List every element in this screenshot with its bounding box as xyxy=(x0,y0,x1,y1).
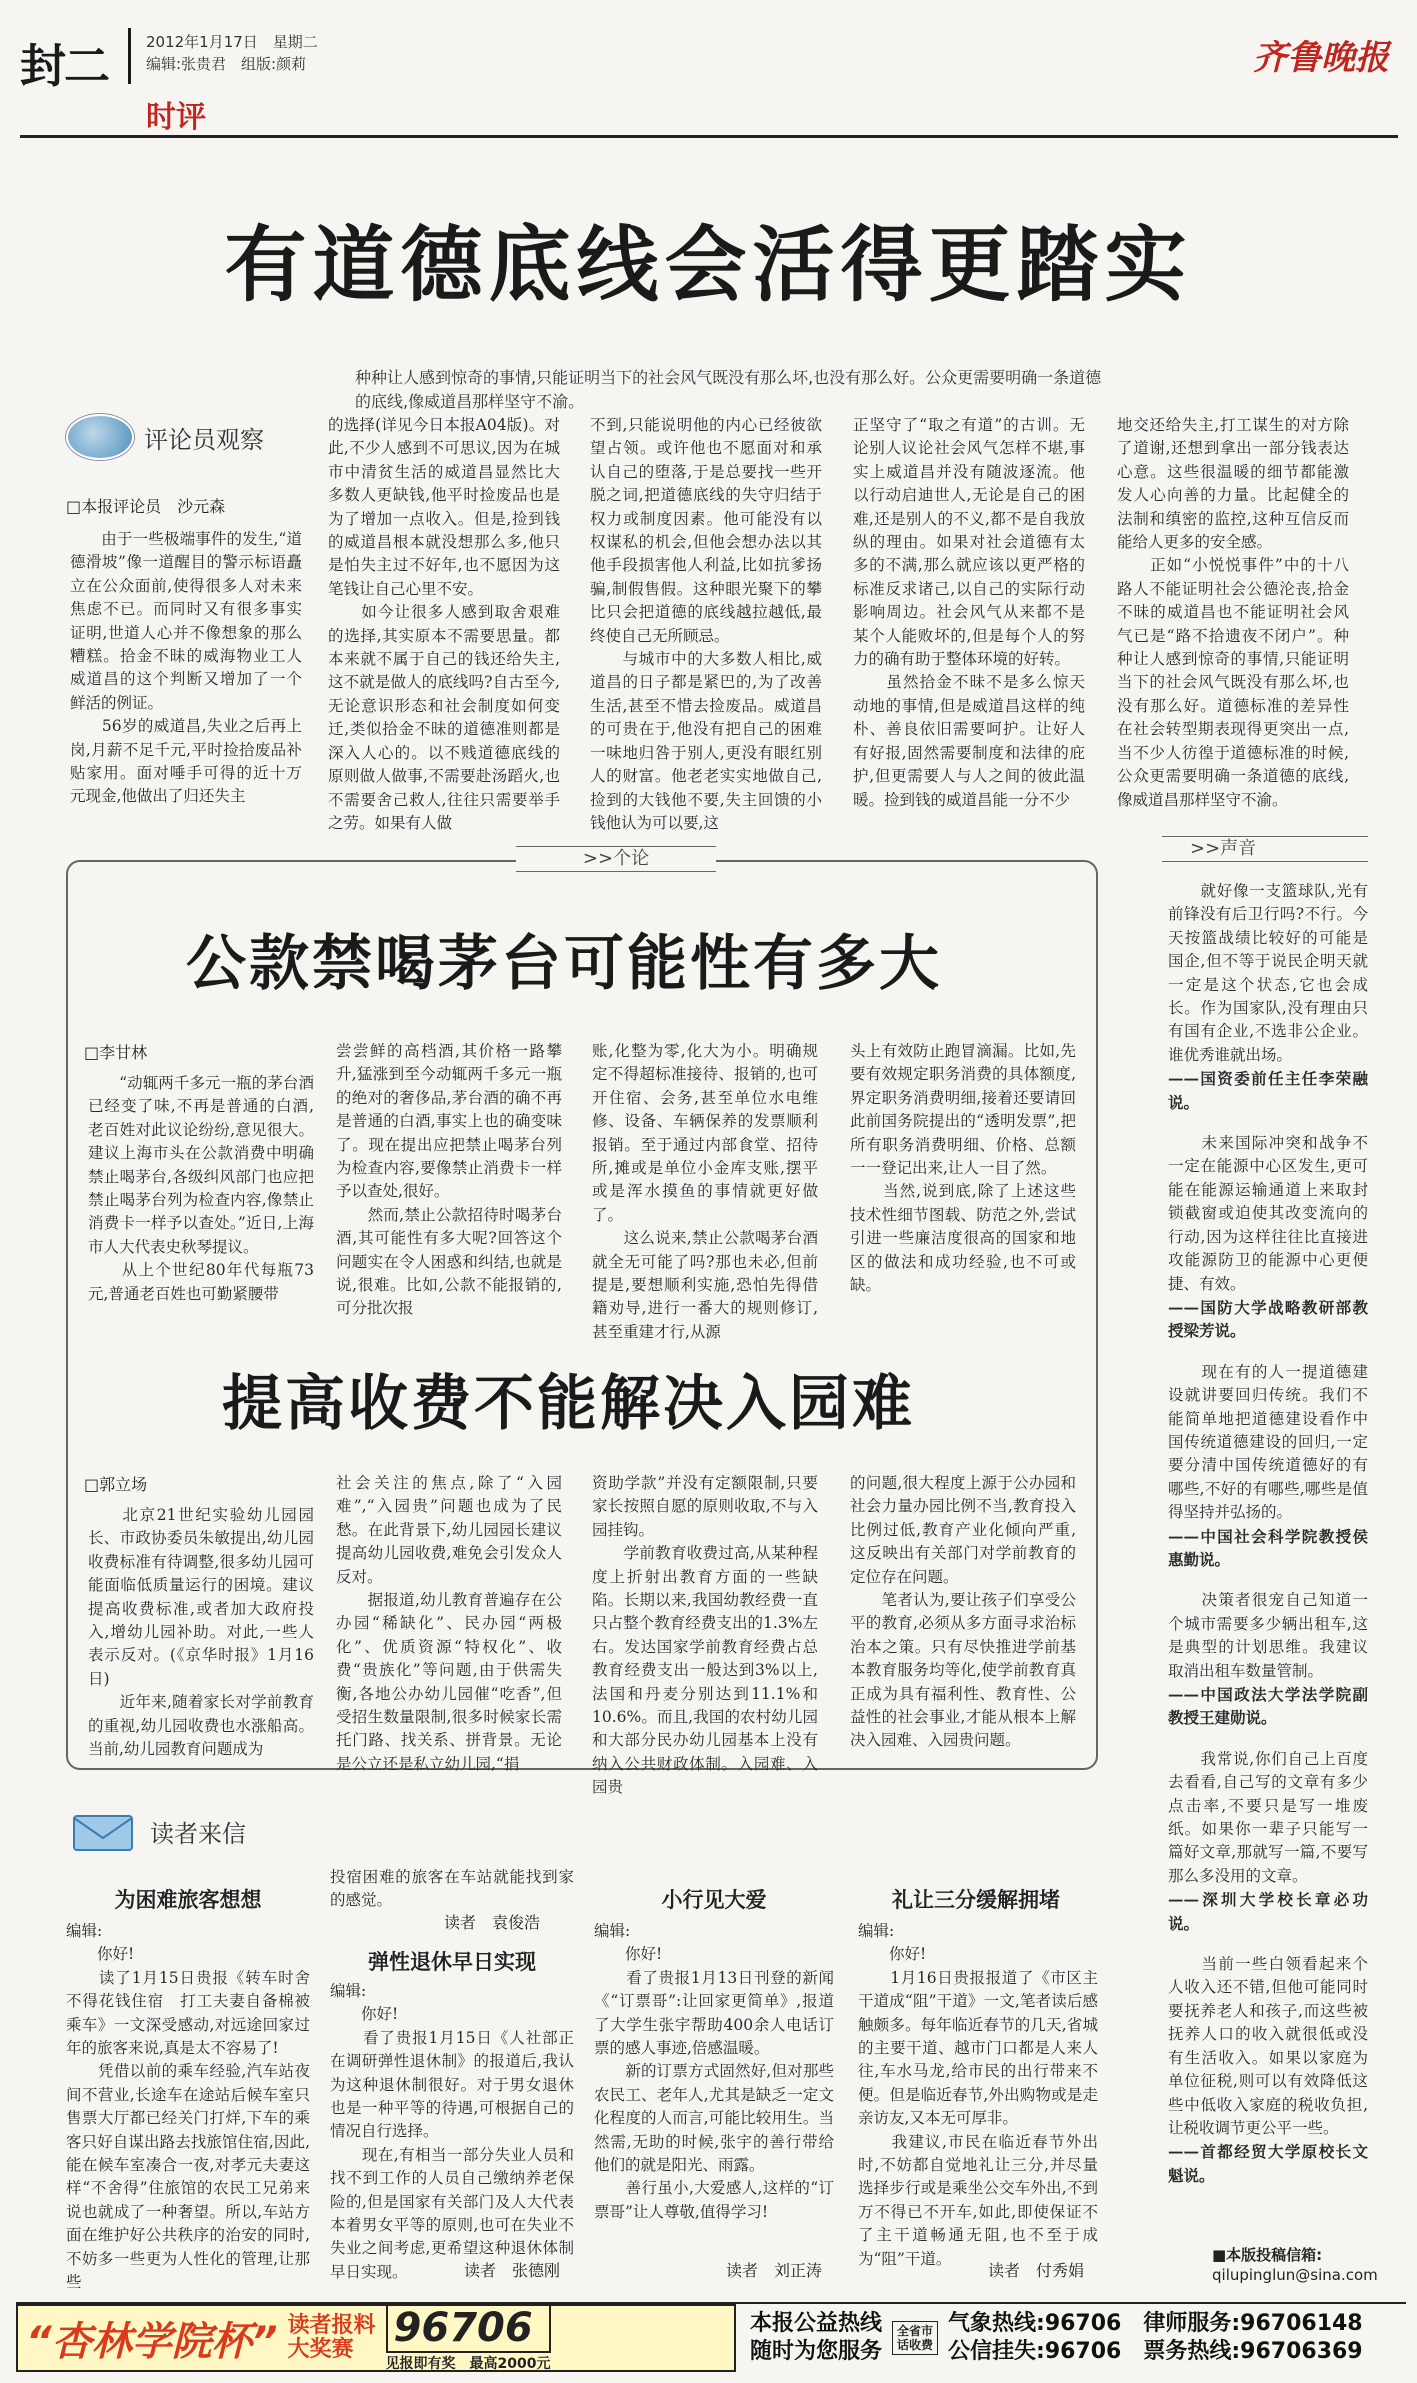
voice-source-2: ——国防大学战略教研部教授梁芳说。 xyxy=(1168,1297,1368,1341)
letter4-title: 礼让三分缓解拥堵 xyxy=(892,1888,1060,1912)
letter3-signature: 读者 刘正涛 xyxy=(726,2261,823,2280)
article1-byline: □李甘林 xyxy=(84,1043,148,1062)
hotline-2: 随时为您服务 xyxy=(750,2339,883,2364)
ad-brand: “杏林学院杯” xyxy=(26,2318,278,2365)
column-name: 评论员观察 xyxy=(144,425,264,454)
main-lead: 种种让人感到惊奇的事情,只能证明当下的社会风气既没有那么坏,也没有那么好。公众更需要明确一条道德的底线,像威道昌那样坚守不渝。 xyxy=(355,368,1102,411)
letter3-title: 小行见大爱 xyxy=(661,1888,767,1912)
voices-tag: >>声音 xyxy=(1162,836,1368,862)
voice-source-1: ——国资委前任主任李荣融说。 xyxy=(1168,1069,1368,1112)
voices-list xyxy=(1168,880,1368,2280)
article2-col-2: 社会关注的焦点,除了“入园难”,“入园贵”问题也成为了民愁。在此背景下,幼儿园园长建议提高幼儿园收费,难免会引发众人反对。 据报道,幼儿教育普遍存在公办园“稀缺化”、民办园“两极化”、优质资源“特权化”、收费“贵族化”等问题,由于供需失衡,各地公办幼儿园催“吃香”,但受招生数量限制,很多时候家长需托门路、找关系、拼背景。无论是公立还是私立幼儿园,“捐 xyxy=(336,1474,562,1773)
fee-box: 全省市话收费 xyxy=(892,2321,938,2355)
hotline-numbers-1: 气象热线:96706 律师服务:96706148 xyxy=(948,2311,1363,2336)
letter2-title: 弹性退休早日实现 xyxy=(368,1950,536,1974)
voice-quote-5: 我常说,你们自己上百度去看看,自己写的文章有多少点击率,不要只是写一堆废纸。如果你一辈子只能写一篇好文章,那就写一篇,不要写那么多没用的文章。 xyxy=(1168,1749,1368,1885)
voice-source-3: ——中国社会科学院教授侯惠勤说。 xyxy=(1168,1526,1368,1569)
column-header xyxy=(66,414,264,460)
article1-col-4: 头上有效防止跑冒滴漏。比如,先要有效规定职务消费的具体额度,界定职务消费明细,接着还要请回此前国务院提出的“透明发票”,把所有职务消费明细、价格、总额一一登记出来,让人一目了然。 当然,说到底,除了上述这些技术性细节图载、防范之外,尝试引进一些廉洁度很高的国家和地区的做法和成功经验,也不可或缺。 xyxy=(850,1042,1076,1295)
main-byline: □本报评论员 沙元森 xyxy=(66,497,226,516)
paper-logo: 齐鲁晚报 xyxy=(1253,38,1389,78)
main-col-1: 由于一些极端事件的发生,“道德滑坡”像一道醒目的警示标语矗立在公众面前,使得很多人对未来焦虑不已。而同时又有很多事实证明,世道人心并不像想象的那么糟糕。拾金不昧的威海物业工人威道昌的这个判断又增加了一个鲜活的例证。 56岁的威道昌,失业之后再上岗,月薪不足千元,平时捡拾废品补贴家用。面对唾手可得的近十万元现金,他做出了归还失主 xyxy=(70,530,302,806)
hotline-numbers xyxy=(948,2310,1363,2366)
article2-title: 提高收费不能解决入园难 xyxy=(222,1369,915,1439)
ad-label-2: 大奖赛 xyxy=(287,2337,354,2362)
main-col-4: 正坚守了“取之有道”的古训。无论别人议论社会风气怎样不堪,事实上威道昌并没有随波逐流。他以行动启迪世人,无论是自己的困难,还是别人的不义,都不是自我放纵的理由。如果对社会道德有太多的不满,那么就应该以更严格的标准反求诸己,以自己的实际行动影响周边。社会风气从来都不是某个人能败坏的,但是每个人的努力的确有助于整体环境的好转。 虽然拾金不昧不是多么惊天动地的事情,但是威道昌这样的纯朴、善良依旧需要呵护。让好人有好报,固然需要制度和法律的庇护,但更需要人与人之间的彼此温暖。捡到钱的威道昌能一分不少 xyxy=(853,416,1085,809)
ad-number-group xyxy=(386,2303,551,2373)
hotline-labels xyxy=(750,2310,882,2366)
letter1-body: 编辑: 你好! 读了1月15日贵报《转车时舍不得花钱住宿 打工夫妻自备棉被乘车》一文深受感动,对远途回家过年的旅客来说,真是太不容易了! 凭借以前的乘车经验,汽车站夜间不营业,长途车在途站后候车室只售票大厅都已经关门打烊,下车的乘客只好自谋出路去找旅馆住宿,因此,能在候车室凑合一夜,对孝元夫妻这样“不舍得”住旅馆的农民工兄弟来说也就成了一种奢望。所以,车站方面在维护好公共秩序的治安的同时,不妨多一些更为人性化的管理,让那些 xyxy=(66,1922,310,2292)
voice-source-6: ——首都经贸大学原校长文魁说。 xyxy=(1168,2142,1368,2185)
voice-quote-2: 未来国际冲突和战争不一定在能源中心区发生,更可能在能源运输通道上来取封锁截窗或迫使其改变流向的行动,因为这样往往比直接进攻能源防卫的能源中心更便捷、有效。 xyxy=(1168,1134,1368,1293)
letters-title: 读者来信 xyxy=(150,1819,246,1848)
letters-header xyxy=(70,1808,246,1854)
header-rule xyxy=(20,135,1398,138)
ad-small-text: 见报即有奖 最高2000元 xyxy=(385,2356,551,2372)
voice-quote-3: 现在有的人一提道德建设就讲要回归传统。我们不能简单地把道德建设看作中国传统道德建设的回归,一定要分清中国传统道德好的有哪些,不好的有哪些,哪些是值得坚持并弘扬的。 xyxy=(1168,1362,1368,1522)
email-label: ■本版投稿信箱: xyxy=(1212,2246,1323,2264)
voice-source-4: ——中国政法大学法学院副教授王建勋说。 xyxy=(1168,1685,1368,1728)
ad-banner xyxy=(16,2304,736,2372)
voice-source-5: ——深圳大学校长章必功说。 xyxy=(1168,1890,1368,1933)
hotline-1: 本报公益热线 xyxy=(750,2311,883,2336)
article1-col-3: 账,化整为零,化大为小。明确规定不得超标准接待、报销的,也可开住宿、会务,甚至单位水电维修、设备、车辆保养的发票顺利报销。至于通过内部食堂、招待所,摊或是单位小金库支账,摆平或是浑水摸鱼的事情就更好做了。 这么说来,禁止公款喝茅台酒就全无可能了吗?那也未必,但前提是,要想顺利实施,恐怕先得借籍劝导,进行一番大的规则修订,甚至重建才行,从源 xyxy=(592,1042,818,1341)
article2-col-1: 北京21世纪实验幼儿园园长、市政协委员朱敏提出,幼儿园收费标准有待调整,很多幼儿园可能面临低质量运行的困境。建议提高收费标准,或者加大政府投入,增幼儿园补助。对此,一些人表示反对。(《京华时报》1月16日) 近年来,随着家长对学前教育的重视,幼儿园收费也水涨船高。当前,幼儿园教育问题成为 xyxy=(88,1506,314,1759)
hotline-panel xyxy=(736,2304,1406,2372)
main-headline: 有道德底线会活得更踏实 xyxy=(224,218,1193,313)
date-line: 2012年1月17日 星期二 xyxy=(146,33,318,51)
opinion-tag: >>个论 xyxy=(516,846,716,872)
article2-byline: □郭立场 xyxy=(84,1475,148,1494)
main-col-3: 不到,只能说明他的内心已经彼欲望占领。或许他也不愿面对和承认自己的堕落,于是总要找一些开脱之词,把道德底线的失守归结于权力或制度因素。他可能没有以权谋私的机会,但他会想办法以其他手段损害他人利益,比如抗爹扬骗,制假售假。这种眼光聚下的攀比只会把道德的底线越拉越低,最终使自己无所顾忌。 与城市中的大多数人相比,威道昌的日子都是紧巴的,为了改善生活,甚至不惜去捡废品。威道昌的可贵在于,他没有把自己的困难一味地归咎于别人,更没有眼红别人的财富。他老老实实地做自己,捡到的大钱他不要,失主回馈的小钱他认为可以要,这 xyxy=(590,416,822,832)
letter2-body: 编辑: 你好! 看了贵报1月15日《人社部正在调研弹性退休制》的报道后,我认为这种退休制很好。对于男女退休也是一种平等的待遇,可根据自己的情况自行选择。 现在,有相当一部分失业人员和找不到工作的人员自己缴纳养老保险的,但是国家有关部门及人大代表本着男女平等的原则,也可在失业不失业之间考虑,更希望这种退休体制早日实现。 xyxy=(330,1982,574,2281)
ad-label-group xyxy=(288,2314,376,2362)
letter3-body: 编辑: 你好! 看了贵报1月13日刊登的新闻《“订票哥”:让回家更简单》,报道了大学生张宇帮助400余人电话订票的感人事迹,倍感温暖。 新的订票方式固然好,但对那些农民工、老年人,尤其是缺乏一定文化程度的人而言,可能比较用生。当然需,无助的时候,张宇的善行带给他们的就是阳光、雨露。 善行虽小,大爱感人,这样的“订票哥”让人尊敬,值得学习! xyxy=(594,1922,834,2221)
email-address: qilupinglun@sina.com xyxy=(1212,2266,1378,2284)
section-title: 时评 xyxy=(146,100,206,135)
header-divider xyxy=(128,28,131,84)
voice-quote-4: 决策者很宠自己知道一个城市需要多少辆出租车,这是典型的计划思维。我建议取消出租车数量管制。 xyxy=(1168,1591,1368,1680)
letter2-intro-signature: 读者 袁俊浩 xyxy=(444,1913,541,1932)
ad-number: 96706 xyxy=(386,2303,551,2353)
globe-icon xyxy=(66,414,134,460)
article1-col-2: 尝尝鲜的高档酒,其价格一路攀升,猛涨到至今动辄两千多元一瓶的绝对的奢侈品,茅台酒的确不再是普通的白酒,事实上也的确变味了。现在提出应把禁止喝茅台列为检查内容,要像禁止消费卡一样予以查处,很好。 然而,禁止公款招待时喝茅台酒,其可能性有多大呢?回答这个问题实在令人困惑和纠结,也就是说,很难。比如,公款不能报销的,可分批次报 xyxy=(336,1042,562,1318)
letter2-signature: 读者 张德刚 xyxy=(464,2261,561,2280)
hotline-numbers-2: 公信挂失:96706 票务热线:96706369 xyxy=(948,2339,1363,2364)
envelope-icon xyxy=(70,1808,140,1854)
letter4-signature: 读者 付秀娟 xyxy=(988,2261,1085,2280)
footer-bar xyxy=(16,2302,1406,2372)
voice-quote-6: 当前一些白领看起来个人收入还不错,但他可能同时要抚养老人和孩子,而这些被抚养人口的收入就很低或没有生活收入。如果以家庭为单位征税,则可以有效降低这些中低收入家庭的税收负担,让税收调节更公平一些。 xyxy=(1168,1955,1368,2137)
editor-line: 编辑:张贵君 组版:颜莉 xyxy=(146,55,307,73)
article2-col-4: 的问题,很大程度上源于公办园和社会力量办园比例不当,教育投入比例过低,教育产业化倾向严重,这反映出有关部门对学前教育的定位存在问题。 笔者认为,要让孩子们享受公平的教育,必须从多方面寻求治标治本之策。只有尽快推进学前基本教育服务均等化,使学前教育真正成为具有福利性、教育性、公益性的社会事业,才能从根本上解决入园难、入园贵问题。 xyxy=(850,1474,1076,1750)
article1-title: 公款禁喝茅台可能性有多大 xyxy=(186,929,942,999)
letter2-intro: 投宿困难的旅客在车站就能找到家的感觉。 xyxy=(330,1868,574,1910)
main-col-2: 的选择(详见今日本报A04版)。对此,不少人感到不可思议,因为在城市中清贫生活的威道昌显然比大多数人更缺钱,他平时捡废品也是为了增加一点收入。但是,捡到钱的威道昌根本就没想那么多,他只是怕失主过不好年,也不愿因为这笔钱让自己心里不安。 如今让很多人感到取舍艰难的选择,其实原本不需要思量。都本来就不属于自己的钱还给失主,这不就是做人的底线吗?自古至今,无论意识形态和社会制度如何变迁,类似拾金不昧的道德准则都是深入人心的。以不贱道德底线的原则做人做事,不需要赴汤蹈火,也不需要舍己救人,往往只需要举手之劳。如果有人做 xyxy=(328,416,560,832)
letter1-title: 为困难旅客想想 xyxy=(114,1888,262,1912)
page-label: 封二 xyxy=(20,39,108,93)
article1-col-1: “动辄两千多元一瓶的茅台酒已经变了味,不再是普通的白酒,老百姓对此议论纷纷,意见很大。建议上海市头在公款消费中明确禁止喝茅台,各级纠风部门也应把禁止喝茅台列为检查内容,像禁止消费卡一样予以查处。”近日,上海市人大代表史秋琴提议。 从上个世纪80年代每瓶73元,普通老百姓也可勤紧腰带 xyxy=(88,1074,314,1303)
main-col-5: 地交还给失主,打工谋生的对方除了道谢,还想到拿出一部分钱表达心意。这些很温暖的细节都能激发人心向善的力量。比起健全的法制和缜密的监控,这种互信反而能给人更多的安全感。 正如“小悦悦事件”中的十八路人不能证明社会公德沦丧,拾金不昧的威道昌也不能证明社会风气已是“路不拾遗夜不闭户”。种种让人感到惊奇的事情,只能证明当下的社会风气既没有那么坏,也没有那么好。道德标准的差异性在社会转型期表现得更突出一点,当不少人彷徨于道德标准的时候,公众更需要明确一条道德的底线,像威道昌那样坚守不渝。 xyxy=(1117,416,1349,809)
letter4-body: 编辑: 你好! 1月16日贵报报道了《市区主干道成“阻”干道》一文,笔者读后感触颇多。每年临近春节的几天,省城的主要干道、越市门口都是人来人往,车水马龙,给市民的出行带来不便。但是临近春节,外出购物或是走亲访友,又本无可厚非。 我建议,市民在临近春节外出时,不妨都自觉地礼让三分,并尽量选择步行或是乘坐公交车外出,不到万不得已不开车,如此,即使保证不了主干道畅通无阻,也不至于成为“阻”干道。 xyxy=(858,1922,1098,2268)
voice-quote-1: 就好像一支篮球队,光有前锋没有后卫行吗?不行。今天按篮战绩比较好的可能是国企,但不等于说民企明天就一定是这个状态,它也会成长。作为国家队,没有理由只有国有企业,不选非公企业。谁优秀谁就出场。 xyxy=(1168,882,1368,1064)
article2-col-3: 资助学款”并没有定额限制,只要家长按照自愿的原则收取,不与入园挂钩。 学前教育收费过高,从某种程度上折射出教育方面的一些缺陷。长期以来,我国幼教经费一直只占整个教育经费支出的1.3%左右。发达国家学前教育经费占总教育经费支出一般达到3%以上,法国和丹麦分别达到11.1%和10.6%。而且,我国的农村幼儿园和大部分民办幼儿园基本上没有纳入公共财政体制。入园难、入园贵 xyxy=(592,1474,818,1797)
ad-label-1: 读者报料 xyxy=(287,2313,376,2338)
